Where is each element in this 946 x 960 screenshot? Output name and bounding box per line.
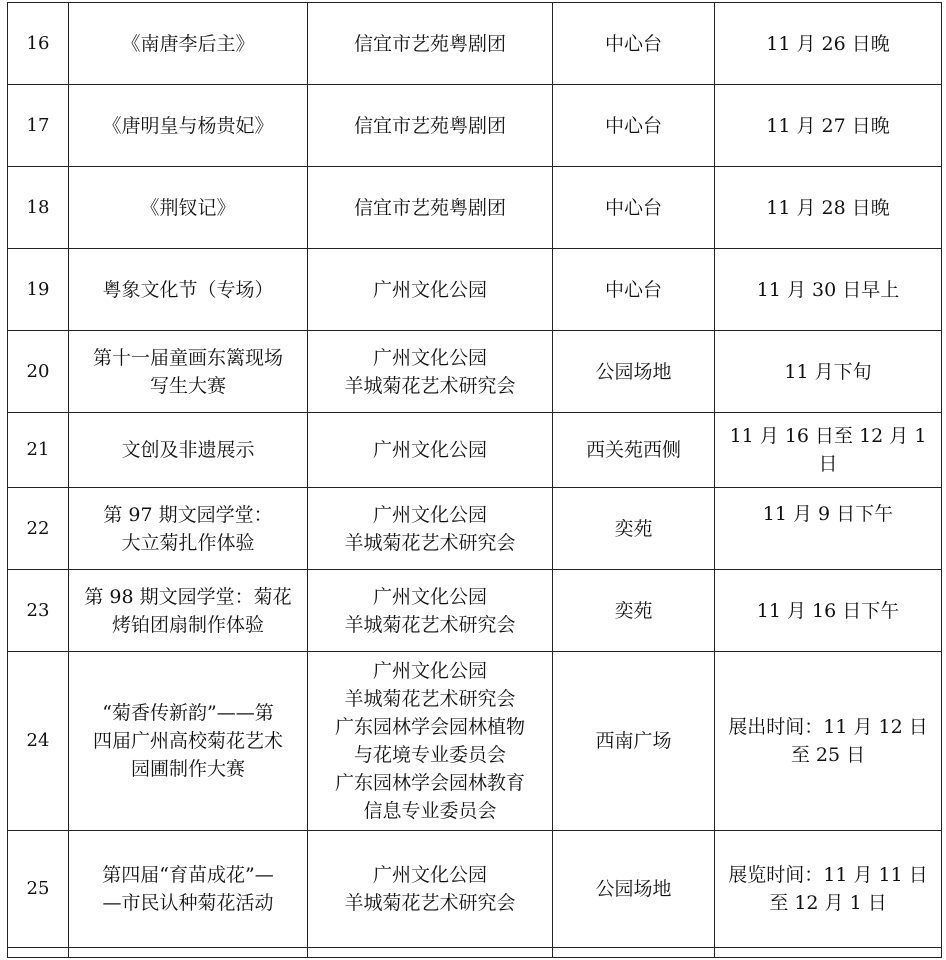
event-time: 11 月 28 日晚 [715, 167, 942, 249]
event-name: 第四届“育苗成花”— —市民认种菊花活动 [69, 831, 308, 948]
table-row [8, 85, 942, 167]
organizer: 广州文化公园 羊城菊花艺术研究会 [308, 488, 553, 570]
event-time: 11 月 26 日晚 [715, 3, 942, 85]
cell-partial [8, 948, 69, 958]
table-row [8, 831, 942, 948]
table-row [8, 167, 942, 249]
organizer: 广州文化公园 羊城菊花艺术研究会 广东园林学会园林植物 与花境专业委员会 广东园林学会园林教育 信息专业委员会 [308, 652, 553, 831]
organizer: 广州文化公园 羊城菊花艺术研究会 [308, 331, 553, 413]
organizer: 信宜市艺苑粤剧团 [308, 3, 553, 85]
organizer: 信宜市艺苑粤剧团 [308, 85, 553, 167]
venue: 奕苑 [553, 570, 715, 652]
venue: 西关苑西侧 [553, 413, 715, 488]
row-number: 19 [8, 249, 69, 331]
table-row-partial [8, 948, 942, 958]
event-time: 展出时间：11 月 12 日 至 25 日 [715, 652, 942, 831]
event-name: 第 97 期文园学堂： 大立菊扎作体验 [69, 488, 308, 570]
table-row [8, 652, 942, 831]
row-number: 20 [8, 331, 69, 413]
organizer: 信宜市艺苑粤剧团 [308, 167, 553, 249]
cell-partial [553, 948, 715, 958]
table-row [8, 331, 942, 413]
event-time: 展览时间：11 月 11 日 至 12 月 1 日 [715, 831, 942, 948]
table-row [8, 3, 942, 85]
venue: 奕苑 [553, 488, 715, 570]
cell-partial [69, 948, 308, 958]
event-time: 11 月 27 日晚 [715, 85, 942, 167]
event-name: 文创及非遗展示 [69, 413, 308, 488]
event-time: 11 月下旬 [715, 331, 942, 413]
row-number: 18 [8, 167, 69, 249]
table-row [8, 488, 942, 570]
event-schedule-table [7, 2, 942, 958]
event-name: 《南唐李后主》 [69, 3, 308, 85]
event-time: 11 月 16 日下午 [715, 570, 942, 652]
organizer: 广州文化公园 羊城菊花艺术研究会 [308, 570, 553, 652]
row-number: 23 [8, 570, 69, 652]
venue: 西南广场 [553, 652, 715, 831]
event-name: 第 98 期文园学堂：菊花 烤铂团扇制作体验 [69, 570, 308, 652]
venue: 中心台 [553, 3, 715, 85]
venue: 公园场地 [553, 831, 715, 948]
event-name: “菊香传新韵”——第 四届广州高校菊花艺术 园圃制作大赛 [69, 652, 308, 831]
row-number: 17 [8, 85, 69, 167]
row-number: 16 [8, 3, 69, 85]
table-row [8, 570, 942, 652]
event-name: 《唐明皇与杨贵妃》 [69, 85, 308, 167]
row-number: 25 [8, 831, 69, 948]
venue: 中心台 [553, 85, 715, 167]
cell-partial [308, 948, 553, 958]
cell-partial [715, 948, 942, 958]
venue: 公园场地 [553, 331, 715, 413]
organizer: 广州文化公园 [308, 249, 553, 331]
organizer: 广州文化公园 [308, 413, 553, 488]
venue: 中心台 [553, 167, 715, 249]
organizer: 广州文化公园 羊城菊花艺术研究会 [308, 831, 553, 948]
schedule-body [8, 3, 942, 958]
row-number: 22 [8, 488, 69, 570]
event-time: 11 月 30 日早上 [715, 249, 942, 331]
row-number: 21 [8, 413, 69, 488]
event-time: 11 月 9 日下午 [715, 488, 942, 570]
table-row [8, 413, 942, 488]
event-name: 《荆钗记》 [69, 167, 308, 249]
row-number: 24 [8, 652, 69, 831]
venue: 中心台 [553, 249, 715, 331]
event-time: 11 月 16 日至 12 月 1 日 [715, 413, 942, 488]
event-name: 粤象文化节（专场） [69, 249, 308, 331]
table-row [8, 249, 942, 331]
event-name: 第十一届童画东篱现场 写生大赛 [69, 331, 308, 413]
